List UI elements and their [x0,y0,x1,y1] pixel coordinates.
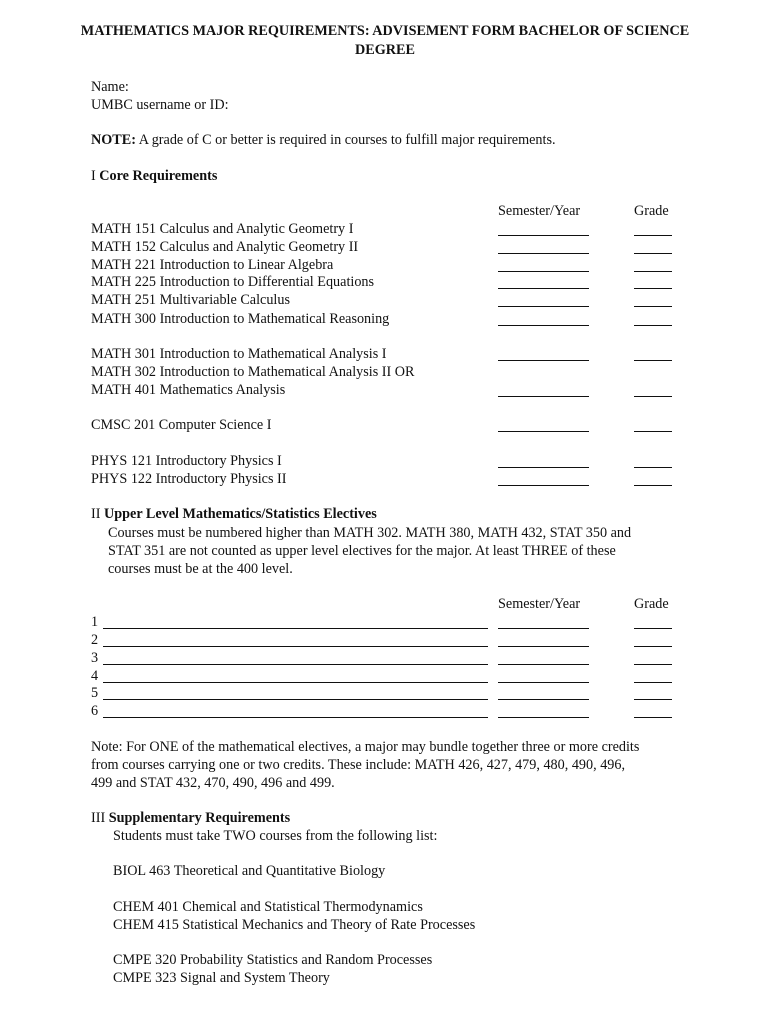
grade-field[interactable] [634,485,672,486]
semester-year-field[interactable] [498,253,589,254]
grade-field[interactable] [634,717,672,718]
elective-course-field[interactable] [103,717,488,718]
note-text: A grade of C or better is required in courses to fulfill major requirements. [135,132,556,148]
elective-row-number: 5 [91,685,99,701]
core-course-label: CMSC 201 Computer Science I [91,417,272,433]
semester-year-field[interactable] [498,485,589,486]
name-field-label: Name: [91,79,129,95]
semester-year-field[interactable] [498,699,589,700]
core-course-label: MATH 152 Calculus and Analytic Geometry II [91,239,359,255]
grade-field[interactable] [634,664,672,665]
semester-year-field[interactable] [498,325,589,326]
core-course-label: MATH 225 Introduction to Differential Equations [91,274,375,290]
grade-field[interactable] [634,271,672,272]
supplementary-course: CMPE 323 Signal and System Theory [113,970,330,986]
grade-field[interactable] [634,646,672,647]
section-1-grade-header: Grade [634,203,669,219]
semester-year-field[interactable] [498,271,589,272]
elective-row-number: 4 [91,668,99,684]
section-3-title: Supplementary Requirements [108,810,291,826]
elective-course-field[interactable] [103,682,488,683]
semester-year-field[interactable] [498,682,589,683]
grade-field[interactable] [634,325,672,326]
grade-field[interactable] [634,682,672,683]
section-1-title: Core Requirements [99,168,218,184]
grade-note [91,131,556,149]
supplementary-course: CHEM 415 Statistical Mechanics and Theory of Rate Processes [113,917,476,933]
bundle-note-line: from courses carrying one or two credits. These include: MATH 426, 427, 479, 480, 490, 496, [91,757,626,773]
bundle-note-line: 499 and STAT 432, 470, 490, 496 and 499. [91,775,335,791]
supplementary-course: CMPE 320 Probability Statistics and Random Processes [113,952,433,968]
grade-field[interactable] [634,253,672,254]
grade-field[interactable] [634,396,672,397]
semester-year-field[interactable] [498,628,589,629]
elective-course-field[interactable] [103,664,488,665]
semester-year-field[interactable] [498,646,589,647]
section-2-grade-header: Grade [634,596,669,612]
bundle-note-line: Note: For ONE of the mathematical electives, a major may bundle together three or more credits [91,739,640,755]
semester-year-field[interactable] [498,431,589,432]
elective-row-number: 3 [91,650,99,666]
note-label: NOTE: [91,132,136,148]
grade-field[interactable] [634,360,672,361]
elective-row-number: 1 [91,614,99,630]
core-course-label: MATH 251 Multivariable Calculus [91,292,290,308]
core-course-label: MATH 300 Introduction to Mathematical Reasoning [91,311,390,327]
core-course-label: MATH 401 Mathematics Analysis [91,382,286,398]
grade-field[interactable] [634,628,672,629]
elective-course-field[interactable] [103,628,488,629]
core-course-label: PHYS 121 Introductory Physics I [91,453,282,469]
grade-field[interactable] [634,467,672,468]
grade-field[interactable] [634,431,672,432]
section-2-heading [91,505,377,523]
core-course-label: MATH 302 Introduction to Mathematical Analysis II OR [91,364,415,380]
core-course-label: PHYS 122 Introductory Physics II [91,471,287,487]
elective-course-field[interactable] [103,646,488,647]
grade-field[interactable] [634,306,672,307]
elective-row-number: 2 [91,632,99,648]
section-1-heading [91,167,217,185]
semester-year-field[interactable] [498,396,589,397]
section-2-desc-line: STAT 351 are not counted as upper level electives for the major. At least THREE of these [108,543,616,559]
semester-year-field[interactable] [498,288,589,289]
core-course-label: MATH 151 Calculus and Analytic Geometry I [91,221,354,237]
semester-year-field[interactable] [498,306,589,307]
section-2-semester-header: Semester/Year [498,596,581,612]
semester-year-field[interactable] [498,235,589,236]
elective-row-number: 6 [91,703,99,719]
semester-year-field[interactable] [498,360,589,361]
section-1-semester-header: Semester/Year [498,203,581,219]
username-field-label: UMBC username or ID: [91,97,229,113]
core-course-label: MATH 221 Introduction to Linear Algebra [91,257,334,273]
section-3-heading [91,809,290,827]
section-2-numeral: II [91,506,104,522]
core-course-label: MATH 301 Introduction to Mathematical Analysis I [91,346,387,362]
grade-field[interactable] [634,288,672,289]
grade-field[interactable] [634,235,672,236]
section-2-title: Upper Level Mathematics/Statistics Electives [104,506,377,522]
supplementary-course: CHEM 401 Chemical and Statistical Thermodynamics [113,899,423,915]
semester-year-field[interactable] [498,717,589,718]
elective-course-field[interactable] [103,699,488,700]
supplementary-course: BIOL 463 Theoretical and Quantitative Biology [113,863,386,879]
page-title: MATHEMATICS MAJOR REQUIREMENTS: ADVISEMENT FORM BACHELOR OF SCIENCE DEGREE [80,23,690,58]
section-2-desc-line: courses must be at the 400 level. [108,561,293,577]
section-2-desc-line: Courses must be numbered higher than MATH 302. MATH 380, MATH 432, STAT 350 and [108,525,632,541]
section-3-intro: Students must take TWO courses from the following list: [113,828,438,844]
semester-year-field[interactable] [498,467,589,468]
section-3-numeral: III [91,810,109,826]
section-1-numeral: I [91,168,100,184]
semester-year-field[interactable] [498,664,589,665]
grade-field[interactable] [634,699,672,700]
